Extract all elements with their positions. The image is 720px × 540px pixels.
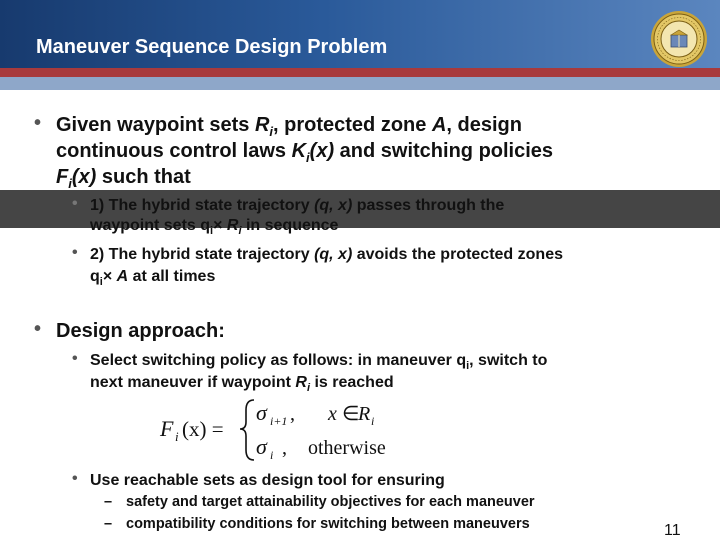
bullet1-line3: $F_i(x)$ such that <box>56 166 191 191</box>
bullet-dot-icon: • <box>34 318 42 340</box>
formula-sub-i1: i+1 <box>270 414 288 428</box>
dash-bullet-icon: – <box>104 494 113 510</box>
header-stripe-red <box>0 68 720 77</box>
switching-policy-formula <box>158 394 418 464</box>
bullet2-sub1-line2: next maneuver if waypoint $R_i$ is reached <box>90 374 394 395</box>
formula-sigma-1: σ <box>256 400 267 425</box>
formula-cond1-i: i <box>371 414 375 428</box>
slide-title: Maneuver Sequence Design Problem <box>36 36 388 58</box>
bullet2-sub2: Use reachable sets as design tool for ensuring <box>90 472 445 489</box>
formula-cond1-R: R <box>358 403 371 425</box>
bullet1-sub1-line2: waypoint sets $q_i\times R_i$ in sequence <box>90 217 339 238</box>
formula-lhs-i: i <box>175 429 179 444</box>
formula-cond2: otherwise <box>308 437 386 459</box>
formula-comma-1: , <box>290 403 295 425</box>
bullet1-sub2-line2: $q_i\times A$ at all times <box>90 268 216 289</box>
header-stripe-blue <box>0 77 720 90</box>
bullet-dot-icon: • <box>72 244 78 261</box>
bullet-dot-icon: • <box>72 470 78 487</box>
formula-sub-i: i <box>270 448 274 462</box>
formula-cond1-in: ∈ <box>342 403 360 425</box>
bullet-dot-icon: • <box>72 350 78 367</box>
bullet-dot-icon: • <box>72 195 78 212</box>
dash-item-1: safety and target attainability objectives for each maneuver <box>126 494 535 510</box>
formula-sigma-2: σ <box>256 434 267 459</box>
bullet1-sub1-line1: 1) The hybrid state trajectory (q, x) passes through the <box>90 197 505 214</box>
bullet2-sub1-line1: Select switching policy as follows: in maneuver $q_i$, switch to <box>90 352 548 373</box>
bullet1-line2: continuous control laws $K_i(x)$ and switching policies <box>56 140 554 165</box>
university-seal-icon <box>650 10 708 68</box>
formula-cond1-x: x <box>328 403 337 425</box>
dash-item-2: compatibility conditions for switching between maneuvers <box>126 516 530 532</box>
formula-comma-2: , <box>282 437 287 459</box>
dash-bullet-icon: – <box>104 516 113 532</box>
bullet1-sub2-line1: 2) The hybrid state trajectory (q, x) avoids the protected zones <box>90 246 563 263</box>
formula-brace <box>240 400 254 460</box>
bullet1-line1: Given waypoint sets $R_i$, protected zone A, design <box>56 114 522 139</box>
formula-lhs-x: (x) = <box>182 417 224 441</box>
formula-lhs-F: F <box>160 416 174 441</box>
bullet2-label: Design approach: <box>56 320 225 342</box>
page-number: 11 <box>664 522 681 539</box>
bullet-dot-icon: • <box>34 112 42 134</box>
